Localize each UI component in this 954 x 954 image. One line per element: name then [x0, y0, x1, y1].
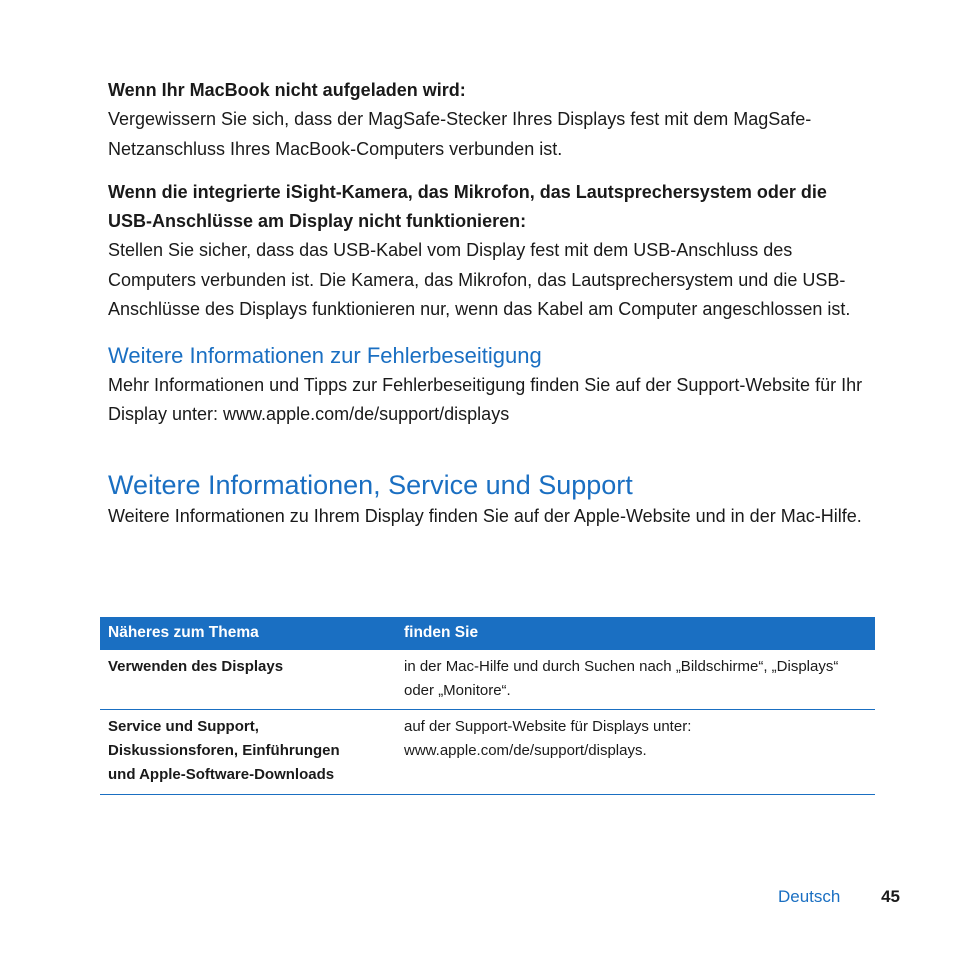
service-body: Weitere Informationen zu Ihrem Display finden Sie auf der Apple-Website und in der Mac-Hilfe.: [108, 505, 862, 526]
page-number: 45: [881, 887, 900, 906]
table-cell-where: in der Mac-Hilfe und durch Suchen nach „Bildschirme“, „Displays“ oder „Monitore“.: [390, 650, 875, 710]
table-row: [100, 710, 875, 795]
isight-body: Stellen Sie sicher, dass das USB-Kabel vom Display fest mit dem USB-Anschluss des Computers verbunden ist. Die Kamera, das Mikrofon, das Lautsprechersystem und die USB-Anschlüsse des Displays funktionieren nur, wenn das Kabel am Computer angeschlossen ist.: [108, 240, 851, 319]
isight-section: [108, 178, 875, 325]
table-header-topic: Näheres zum Thema: [100, 617, 390, 650]
macbook-charging-section: [108, 76, 875, 164]
page-footer: [778, 886, 900, 908]
macbook-charging-heading: Wenn Ihr MacBook nicht aufgeladen wird:: [108, 80, 466, 100]
isight-heading: Wenn die integrierte iSight-Kamera, das Mikrofon, das Lautsprechersystem oder die USB-Anschlüsse am Display nicht funktionieren:: [108, 182, 827, 231]
service-heading: Weitere Informationen, Service und Support: [108, 469, 633, 500]
table-header-row: [100, 617, 875, 650]
page-content: [108, 76, 875, 547]
table-cell-where: auf der Support-Website für Displays unter: www.apple.com/de/support/displays.: [390, 710, 875, 795]
table-header-where: finden Sie: [390, 617, 875, 650]
table-cell-topic: Service und Support, Diskussionsforen, Einführungen und Apple-Software-Downloads: [100, 710, 390, 795]
macbook-charging-body: Vergewissern Sie sich, dass der MagSafe-Stecker Ihres Displays fest mit dem MagSafe-Netzanschluss Ihres MacBook-Computers verbunden ist.: [108, 109, 812, 159]
footer-language: Deutsch: [777, 887, 841, 906]
troubleshooting-body: Mehr Informationen und Tipps zur Fehlerbeseitigung finden Sie auf der Support-Website für Ihr Display unter: www.apple.com/de/support/displays: [108, 374, 863, 424]
troubleshooting-section: [108, 341, 875, 430]
info-table: [100, 617, 875, 795]
service-section: [108, 468, 875, 532]
table-cell-topic: Verwenden des Displays: [100, 650, 390, 710]
troubleshooting-heading: Weitere Informationen zur Fehlerbeseitigung: [108, 342, 542, 368]
table-row: [100, 650, 875, 710]
